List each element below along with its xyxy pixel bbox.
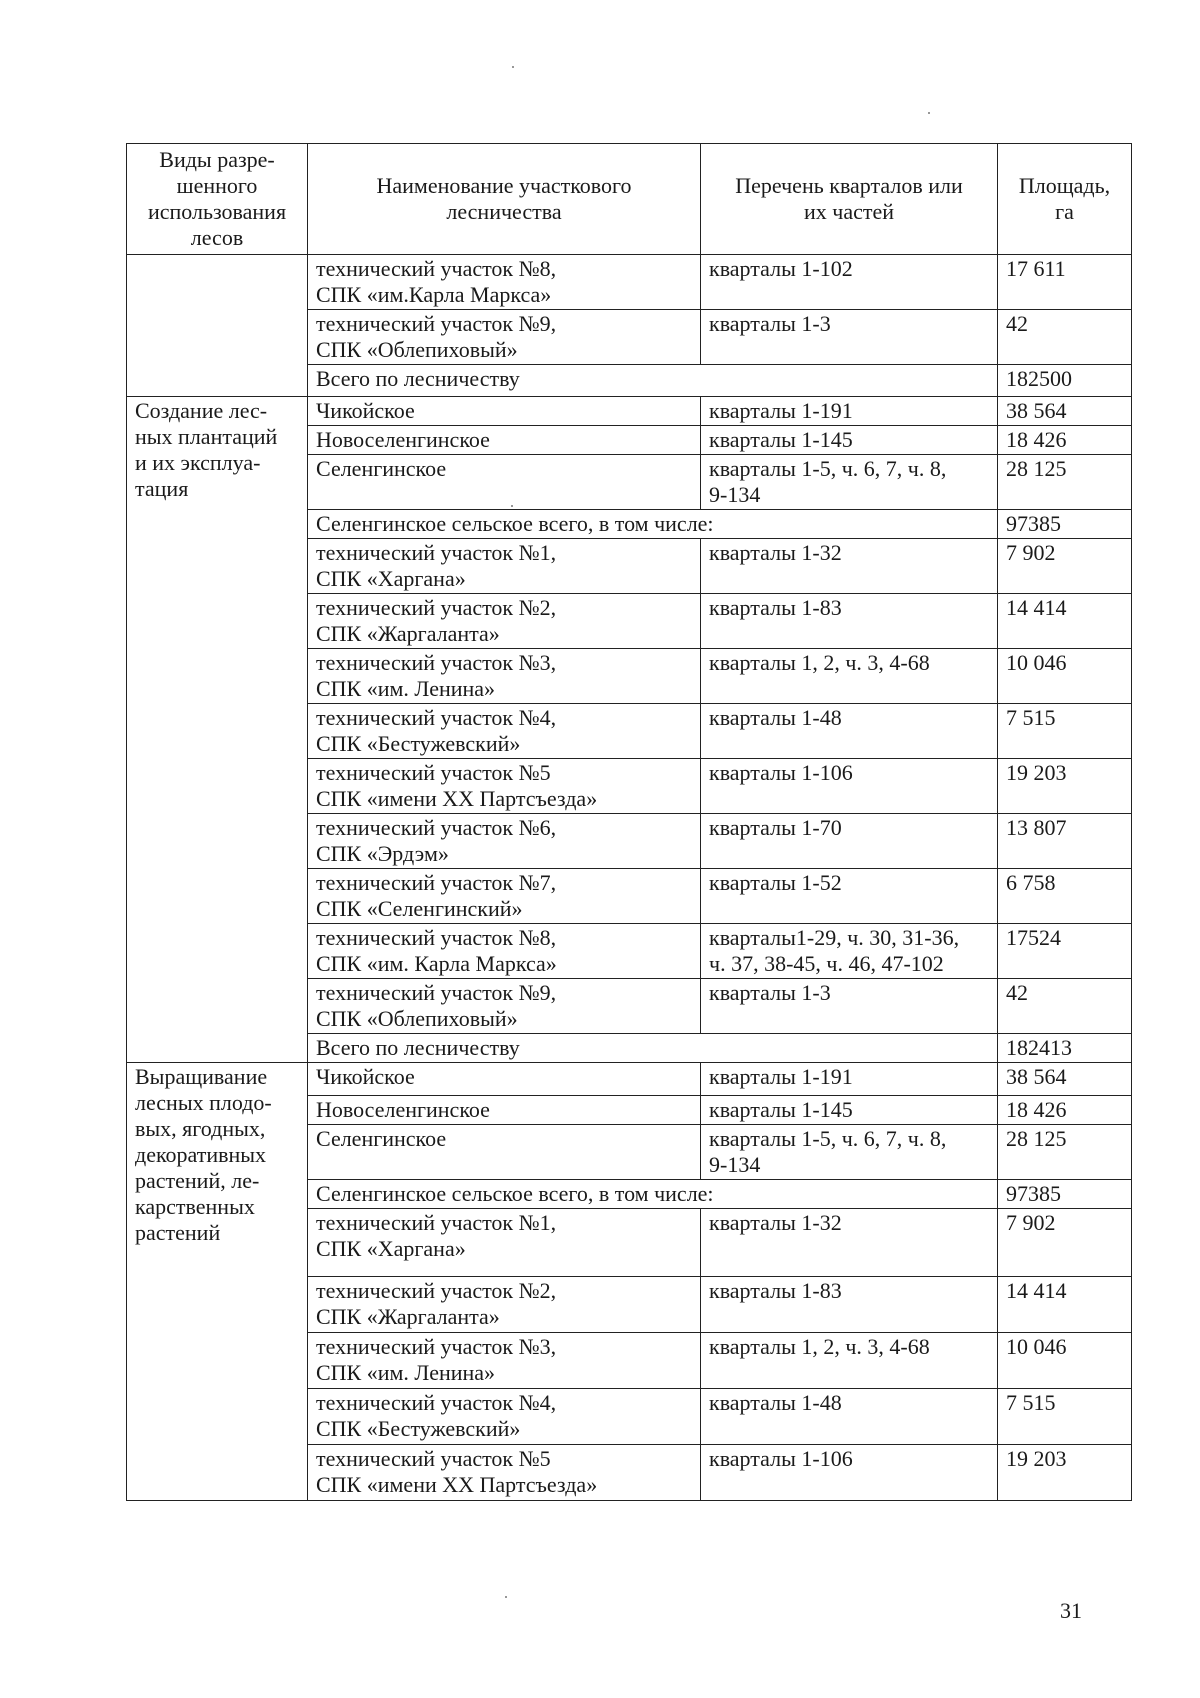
area-cell: 6 758 [998,869,1132,924]
area-cell: 38 564 [998,1063,1132,1096]
quarters-cell: кварталы 1-106 [701,759,998,814]
area-cell: 18 426 [998,426,1132,455]
district-name-cell: технический участок №5 СПК «имени XX Партсъезда» [308,1445,701,1501]
district-total-label: Всего по лесничеству [308,1034,998,1063]
district-name-cell: Чикойское [308,1063,701,1096]
district-name-cell: технический участок №8, СПК «им. Карла Маркса» [308,924,701,979]
forest-use-type-cell [127,255,308,397]
quarters-cell: кварталы 1, 2, ч. 3, 4-68 [701,649,998,704]
quarters-cell: кварталы 1-145 [701,1096,998,1125]
quarters-cell: кварталы 1-52 [701,869,998,924]
quarters-cell: кварталы 1-191 [701,1063,998,1096]
quarters-cell: кварталы 1-32 [701,1209,998,1277]
scan-speck [928,112,930,114]
header-area-ha: Площадь, га [998,144,1132,255]
scan-speck [505,1596,507,1598]
district-name-cell: технический участок №1, СПК «Харгана» [308,1209,701,1277]
quarters-cell: кварталы 1, 2, ч. 3, 4-68 [701,1333,998,1389]
header-district-name: Наименование участкового лесничества [308,144,701,255]
area-cell: 28 125 [998,1125,1132,1180]
area-cell: 10 046 [998,649,1132,704]
district-total-label: Всего по лесничеству [308,365,998,397]
district-total-area: 182500 [998,365,1132,397]
quarters-cell: кварталы 1-70 [701,814,998,869]
quarters-cell: кварталы 1-3 [701,979,998,1034]
district-name-cell: технический участок №2, СПК «Жаргаланта» [308,594,701,649]
forest-use-table [126,143,1132,1501]
area-cell: 42 [998,310,1132,365]
district-name-cell: технический участок №4, СПК «Бестужевский» [308,704,701,759]
area-cell: 13 807 [998,814,1132,869]
quarters-cell: кварталы 1-83 [701,594,998,649]
area-cell: 38 564 [998,397,1132,426]
scan-speck [512,66,514,68]
area-cell: 14 414 [998,594,1132,649]
area-cell: 17524 [998,924,1132,979]
subtotal-label: Селенгинское сельское всего, в том числе: [308,510,998,539]
quarters-cell: кварталы 1-5, ч. 6, 7, ч. 8, 9-134 [701,455,998,510]
area-cell: 7 902 [998,539,1132,594]
subtotal-area: 97385 [998,1180,1132,1209]
district-name-cell: Селенгинское [308,455,701,510]
district-name-cell: технический участок №5 СПК «имени XX Партсъезда» [308,759,701,814]
area-cell: 42 [998,979,1132,1034]
district-name-cell: Новоселенгинское [308,1096,701,1125]
page-number: 31 [1060,1598,1082,1623]
district-name-cell: технический участок №4, СПК «Бестужевский» [308,1389,701,1445]
table-row [127,1063,1132,1096]
quarters-cell: кварталы1-29, ч. 30, 31-36, ч. 37, 38-45, ч. 46, 47-102 [701,924,998,979]
district-name-cell: технический участок №8, СПК «им.Карла Маркса» [308,255,701,310]
quarters-cell: кварталы 1-48 [701,1389,998,1445]
header-quarters-list: Перечень кварталов или их частей [701,144,998,255]
area-cell: 7 902 [998,1209,1132,1277]
area-cell: 14 414 [998,1277,1132,1333]
area-cell: 19 203 [998,759,1132,814]
district-name-cell: Новоселенгинское [308,426,701,455]
table-header-row [127,144,1132,255]
quarters-cell: кварталы 1-102 [701,255,998,310]
district-name-cell: технический участок №3, СПК «им. Ленина» [308,649,701,704]
district-name-cell: технический участок №7, СПК «Селенгинский» [308,869,701,924]
district-name-cell: технический участок №3, СПК «им. Ленина» [308,1333,701,1389]
quarters-cell: кварталы 1-145 [701,426,998,455]
district-name-cell: Чикойское [308,397,701,426]
quarters-cell: кварталы 1-5, ч. 6, 7, ч. 8, 9-134 [701,1125,998,1180]
district-name-cell: технический участок №6, СПК «Эрдэм» [308,814,701,869]
header-forest-use-type: Виды разре- шенного использования лесов [127,144,308,255]
quarters-cell: кварталы 1-48 [701,704,998,759]
area-cell: 10 046 [998,1333,1132,1389]
quarters-cell: кварталы 1-32 [701,539,998,594]
district-name-cell: технический участок №9, СПК «Облепиховый» [308,979,701,1034]
table-row [127,397,1132,426]
subtotal-label: Селенгинское сельское всего, в том числе: [308,1180,998,1209]
district-name-cell: технический участок №9, СПК «Облепиховый» [308,310,701,365]
table-row [127,255,1132,310]
district-name-cell: технический участок №1, СПК «Харгана» [308,539,701,594]
district-name-cell: Селенгинское [308,1125,701,1180]
quarters-cell: кварталы 1-106 [701,1445,998,1501]
district-total-area: 182413 [998,1034,1132,1063]
area-cell: 28 125 [998,455,1132,510]
quarters-cell: кварталы 1-191 [701,397,998,426]
forest-use-type-cell: Выращивание лесных плодо- вых, ягодных, декоративных растений, ле- карственных растений [127,1063,308,1501]
quarters-cell: кварталы 1-83 [701,1277,998,1333]
quarters-cell: кварталы 1-3 [701,310,998,365]
forest-use-type-cell: Создание лес- ных плантаций и их эксплуа- тация [127,397,308,1063]
area-cell: 7 515 [998,704,1132,759]
district-name-cell: технический участок №2, СПК «Жаргаланта» [308,1277,701,1333]
area-cell: 19 203 [998,1445,1132,1501]
area-cell: 18 426 [998,1096,1132,1125]
area-cell: 7 515 [998,1389,1132,1445]
subtotal-area: 97385 [998,510,1132,539]
area-cell: 17 611 [998,255,1132,310]
